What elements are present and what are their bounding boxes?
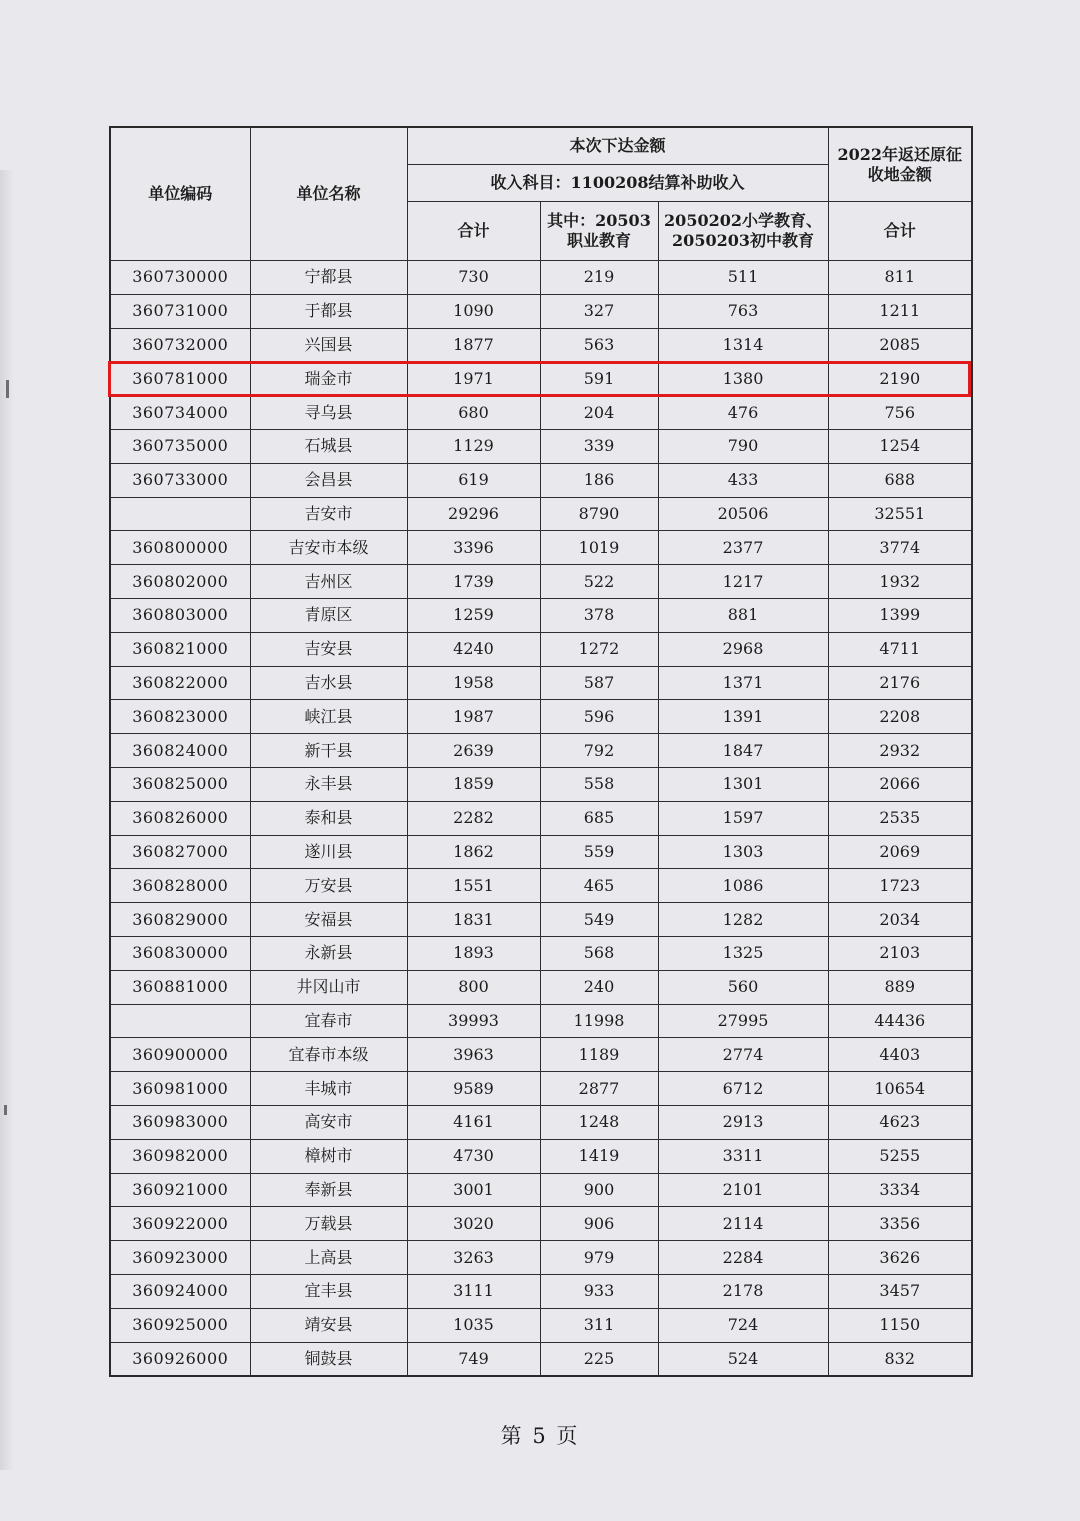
- cell-vocational: 559: [540, 835, 658, 869]
- cell-total: 3396: [407, 531, 540, 565]
- cell-vocational: 219: [540, 261, 658, 295]
- cell-name: 井冈山市: [250, 970, 407, 1004]
- cell-name: 兴国县: [250, 328, 407, 362]
- table-row: [110, 700, 972, 734]
- cell-primary: 2377: [658, 531, 828, 565]
- table-row: [110, 565, 972, 599]
- cell-total: 1971: [407, 362, 540, 396]
- cell-return: 2085: [828, 328, 972, 362]
- cell-vocational: 465: [540, 869, 658, 903]
- cell-name: 丰城市: [250, 1072, 407, 1106]
- cell-primary: 1282: [658, 903, 828, 937]
- cell-code: 360825000: [110, 767, 250, 801]
- cell-primary: 763: [658, 294, 828, 328]
- cell-vocational: 906: [540, 1207, 658, 1241]
- cell-name: 石城县: [250, 429, 407, 463]
- cell-total: 29296: [407, 497, 540, 531]
- table-row: [110, 429, 972, 463]
- cell-vocational: 225: [540, 1342, 658, 1376]
- cell-code: 360982000: [110, 1139, 250, 1173]
- cell-total: 1090: [407, 294, 540, 328]
- cell-vocational: 596: [540, 700, 658, 734]
- cell-name: 吉州区: [250, 565, 407, 599]
- cell-name: 吉安县: [250, 632, 407, 666]
- table-row: [110, 1207, 972, 1241]
- cell-name: 吉水县: [250, 666, 407, 700]
- cell-primary: 6712: [658, 1072, 828, 1106]
- cell-vocational: 558: [540, 767, 658, 801]
- cell-code: 360827000: [110, 835, 250, 869]
- cell-name: 上高县: [250, 1241, 407, 1275]
- cell-return: 5255: [828, 1139, 972, 1173]
- cell-total: 3263: [407, 1241, 540, 1275]
- table-row: [110, 1004, 972, 1038]
- cell-name: 会昌县: [250, 463, 407, 497]
- cell-vocational: 1419: [540, 1139, 658, 1173]
- cell-primary: 2913: [658, 1105, 828, 1139]
- cell-code: 360900000: [110, 1038, 250, 1072]
- cell-code: 360923000: [110, 1241, 250, 1275]
- cell-vocational: 1272: [540, 632, 658, 666]
- cell-total: 749: [407, 1342, 540, 1376]
- table-body: [110, 261, 972, 1377]
- cell-return: 811: [828, 261, 972, 295]
- cell-code: 360922000: [110, 1207, 250, 1241]
- table-row: [110, 1342, 972, 1376]
- cell-vocational: 568: [540, 936, 658, 970]
- table-row: [110, 396, 972, 430]
- cell-total: 1893: [407, 936, 540, 970]
- cell-name: 奉新县: [250, 1173, 407, 1207]
- cell-return: 1932: [828, 565, 972, 599]
- cell-vocational: 378: [540, 598, 658, 632]
- cell-total: 4161: [407, 1105, 540, 1139]
- cell-code: 360925000: [110, 1308, 250, 1342]
- cell-code: 360733000: [110, 463, 250, 497]
- table-row: [110, 903, 972, 937]
- cell-code: [110, 1004, 250, 1038]
- table-row: [110, 767, 972, 801]
- table-row: [110, 531, 972, 565]
- cell-vocational: 240: [540, 970, 658, 1004]
- cell-total: 1739: [407, 565, 540, 599]
- cell-code: 360981000: [110, 1072, 250, 1106]
- cell-total: 680: [407, 396, 540, 430]
- table-row: [110, 970, 972, 1004]
- cell-primary: 511: [658, 261, 828, 295]
- cell-code: 360730000: [110, 261, 250, 295]
- cell-vocational: 2877: [540, 1072, 658, 1106]
- allocation-table: [109, 126, 973, 1377]
- cell-name: 于都县: [250, 294, 407, 328]
- header-return-total: 合计: [828, 202, 972, 261]
- scan-shadow: [0, 170, 14, 1470]
- cell-name: 永丰县: [250, 767, 407, 801]
- cell-name: 新干县: [250, 734, 407, 768]
- cell-vocational: 1019: [540, 531, 658, 565]
- cell-primary: 1303: [658, 835, 828, 869]
- cell-primary: 1217: [658, 565, 828, 599]
- cell-code: [110, 497, 250, 531]
- table-row: [110, 497, 972, 531]
- table-header: [110, 127, 972, 261]
- cell-return: 44436: [828, 1004, 972, 1038]
- cell-vocational: 685: [540, 801, 658, 835]
- cell-return: 3334: [828, 1173, 972, 1207]
- cell-name: 宁都县: [250, 261, 407, 295]
- cell-name: 宜丰县: [250, 1274, 407, 1308]
- table-row: [110, 632, 972, 666]
- cell-name: 樟树市: [250, 1139, 407, 1173]
- cell-primary: 2114: [658, 1207, 828, 1241]
- cell-total: 1259: [407, 598, 540, 632]
- cell-code: 360826000: [110, 801, 250, 835]
- cell-total: 39993: [407, 1004, 540, 1038]
- table-row: [110, 328, 972, 362]
- header-issued-group: 本次下达金额: [407, 127, 828, 165]
- cell-total: 730: [407, 261, 540, 295]
- cell-vocational: 204: [540, 396, 658, 430]
- header-unit-name: 单位名称: [250, 127, 407, 261]
- cell-return: 688: [828, 463, 972, 497]
- cell-total: 1551: [407, 869, 540, 903]
- cell-vocational: 549: [540, 903, 658, 937]
- cell-name: 吉安市: [250, 497, 407, 531]
- cell-name: 万安县: [250, 869, 407, 903]
- cell-code: 360821000: [110, 632, 250, 666]
- cell-vocational: 11998: [540, 1004, 658, 1038]
- cell-vocational: 186: [540, 463, 658, 497]
- cell-name: 宜春市: [250, 1004, 407, 1038]
- cell-total: 1859: [407, 767, 540, 801]
- cell-return: 2103: [828, 936, 972, 970]
- cell-name: 吉安市本级: [250, 531, 407, 565]
- cell-return: 4623: [828, 1105, 972, 1139]
- cell-primary: 476: [658, 396, 828, 430]
- table-row: [110, 1241, 972, 1275]
- cell-vocational: 8790: [540, 497, 658, 531]
- cell-code: 360926000: [110, 1342, 250, 1376]
- cell-code: 360732000: [110, 328, 250, 362]
- table-row: [110, 261, 972, 295]
- cell-primary: 433: [658, 463, 828, 497]
- cell-code: 360830000: [110, 936, 250, 970]
- cell-code: 360734000: [110, 396, 250, 430]
- cell-code: 360881000: [110, 970, 250, 1004]
- cell-name: 遂川县: [250, 835, 407, 869]
- cell-primary: 1391: [658, 700, 828, 734]
- cell-code: 360921000: [110, 1173, 250, 1207]
- cell-return: 2932: [828, 734, 972, 768]
- cell-name: 青原区: [250, 598, 407, 632]
- cell-primary: 1380: [658, 362, 828, 396]
- table-row: [110, 598, 972, 632]
- allocation-table-wrapper: [109, 126, 971, 1377]
- cell-primary: 560: [658, 970, 828, 1004]
- cell-return: 2535: [828, 801, 972, 835]
- cell-vocational: 587: [540, 666, 658, 700]
- cell-primary: 20506: [658, 497, 828, 531]
- header-primary-junior: 2050202小学教育、 2050203初中教育: [658, 202, 828, 261]
- cell-name: 安福县: [250, 903, 407, 937]
- cell-code: 360823000: [110, 700, 250, 734]
- cell-total: 800: [407, 970, 540, 1004]
- cell-return: 2176: [828, 666, 972, 700]
- cell-total: 3111: [407, 1274, 540, 1308]
- cell-name: 万载县: [250, 1207, 407, 1241]
- table-row: [110, 1038, 972, 1072]
- header-income-subject: 收入科目：1100208结算补助收入: [407, 165, 828, 202]
- cell-vocational: 933: [540, 1274, 658, 1308]
- cell-total: 1831: [407, 903, 540, 937]
- cell-name: 永新县: [250, 936, 407, 970]
- cell-code: 360828000: [110, 869, 250, 903]
- cell-total: 4730: [407, 1139, 540, 1173]
- cell-code: 360803000: [110, 598, 250, 632]
- cell-vocational: 591: [540, 362, 658, 396]
- cell-return: 832: [828, 1342, 972, 1376]
- cell-return: 1399: [828, 598, 972, 632]
- cell-total: 1862: [407, 835, 540, 869]
- cell-return: 2190: [828, 362, 972, 396]
- cell-name: 瑞金市: [250, 362, 407, 396]
- cell-code: 360781000: [110, 362, 250, 396]
- cell-primary: 1847: [658, 734, 828, 768]
- cell-code: 360800000: [110, 531, 250, 565]
- cell-code: 360983000: [110, 1105, 250, 1139]
- cell-vocational: 311: [540, 1308, 658, 1342]
- cell-name: 靖安县: [250, 1308, 407, 1342]
- scan-speck: [4, 1105, 7, 1115]
- cell-code: 360735000: [110, 429, 250, 463]
- cell-primary: 3311: [658, 1139, 828, 1173]
- header-unit-code: 单位编码: [110, 127, 250, 261]
- cell-return: 4711: [828, 632, 972, 666]
- cell-total: 2639: [407, 734, 540, 768]
- cell-code: 360731000: [110, 294, 250, 328]
- cell-vocational: 792: [540, 734, 658, 768]
- cell-vocational: 563: [540, 328, 658, 362]
- cell-code: 360802000: [110, 565, 250, 599]
- cell-code: 360824000: [110, 734, 250, 768]
- cell-total: 3020: [407, 1207, 540, 1241]
- table-row: [110, 362, 972, 396]
- table-row: [110, 936, 972, 970]
- table-row: [110, 1308, 972, 1342]
- table-row: [110, 1105, 972, 1139]
- table-row: [110, 666, 972, 700]
- cell-return: 889: [828, 970, 972, 1004]
- table-row: [110, 1274, 972, 1308]
- cell-return: 756: [828, 396, 972, 430]
- cell-total: 4240: [407, 632, 540, 666]
- page-number: 第 5 页: [500, 1424, 580, 1448]
- cell-return: 1150: [828, 1308, 972, 1342]
- cell-vocational: 1189: [540, 1038, 658, 1072]
- cell-primary: 2101: [658, 1173, 828, 1207]
- cell-vocational: 979: [540, 1241, 658, 1275]
- header-vocational: 其中：20503 职业教育: [540, 202, 658, 261]
- cell-primary: 524: [658, 1342, 828, 1376]
- cell-return: 2066: [828, 767, 972, 801]
- cell-name: 泰和县: [250, 801, 407, 835]
- cell-name: 铜鼓县: [250, 1342, 407, 1376]
- table-row: [110, 1072, 972, 1106]
- cell-code: 360822000: [110, 666, 250, 700]
- cell-primary: 2178: [658, 1274, 828, 1308]
- cell-total: 1877: [407, 328, 540, 362]
- cell-primary: 724: [658, 1308, 828, 1342]
- cell-return: 1211: [828, 294, 972, 328]
- cell-return: 10654: [828, 1072, 972, 1106]
- cell-return: 1723: [828, 869, 972, 903]
- cell-primary: 1301: [658, 767, 828, 801]
- table-row: [110, 1139, 972, 1173]
- cell-primary: 790: [658, 429, 828, 463]
- cell-return: 32551: [828, 497, 972, 531]
- cell-code: 360829000: [110, 903, 250, 937]
- cell-primary: 2284: [658, 1241, 828, 1275]
- scan-speck: [6, 380, 9, 398]
- cell-return: 2208: [828, 700, 972, 734]
- cell-return: 3774: [828, 531, 972, 565]
- cell-return: 2034: [828, 903, 972, 937]
- cell-vocational: 900: [540, 1173, 658, 1207]
- cell-total: 619: [407, 463, 540, 497]
- table-row: [110, 835, 972, 869]
- cell-total: 1035: [407, 1308, 540, 1342]
- cell-return: 1254: [828, 429, 972, 463]
- cell-primary: 881: [658, 598, 828, 632]
- cell-name: 高安市: [250, 1105, 407, 1139]
- cell-return: 4403: [828, 1038, 972, 1072]
- cell-return: 3457: [828, 1274, 972, 1308]
- table-row: [110, 294, 972, 328]
- cell-return: 3356: [828, 1207, 972, 1241]
- cell-vocational: 522: [540, 565, 658, 599]
- cell-total: 3001: [407, 1173, 540, 1207]
- cell-total: 9589: [407, 1072, 540, 1106]
- table-row: [110, 1173, 972, 1207]
- table-row: [110, 734, 972, 768]
- table-row: [110, 869, 972, 903]
- cell-total: 3963: [407, 1038, 540, 1072]
- cell-primary: 1086: [658, 869, 828, 903]
- cell-primary: 1371: [658, 666, 828, 700]
- cell-return: 2069: [828, 835, 972, 869]
- cell-vocational: 1248: [540, 1105, 658, 1139]
- cell-primary: 1325: [658, 936, 828, 970]
- cell-vocational: 327: [540, 294, 658, 328]
- cell-name: 宜春市本级: [250, 1038, 407, 1072]
- cell-total: 2282: [407, 801, 540, 835]
- cell-name: 峡江县: [250, 700, 407, 734]
- cell-vocational: 339: [540, 429, 658, 463]
- cell-primary: 2968: [658, 632, 828, 666]
- cell-total: 1987: [407, 700, 540, 734]
- table-row: [110, 463, 972, 497]
- table-row: [110, 801, 972, 835]
- header-return-group: 2022年返还原征 收地金额: [828, 127, 972, 202]
- cell-total: 1958: [407, 666, 540, 700]
- cell-primary: 27995: [658, 1004, 828, 1038]
- cell-total: 1129: [407, 429, 540, 463]
- cell-primary: 1314: [658, 328, 828, 362]
- header-total: 合计: [407, 202, 540, 261]
- cell-return: 3626: [828, 1241, 972, 1275]
- cell-name: 寻乌县: [250, 396, 407, 430]
- cell-primary: 1597: [658, 801, 828, 835]
- cell-code: 360924000: [110, 1274, 250, 1308]
- cell-primary: 2774: [658, 1038, 828, 1072]
